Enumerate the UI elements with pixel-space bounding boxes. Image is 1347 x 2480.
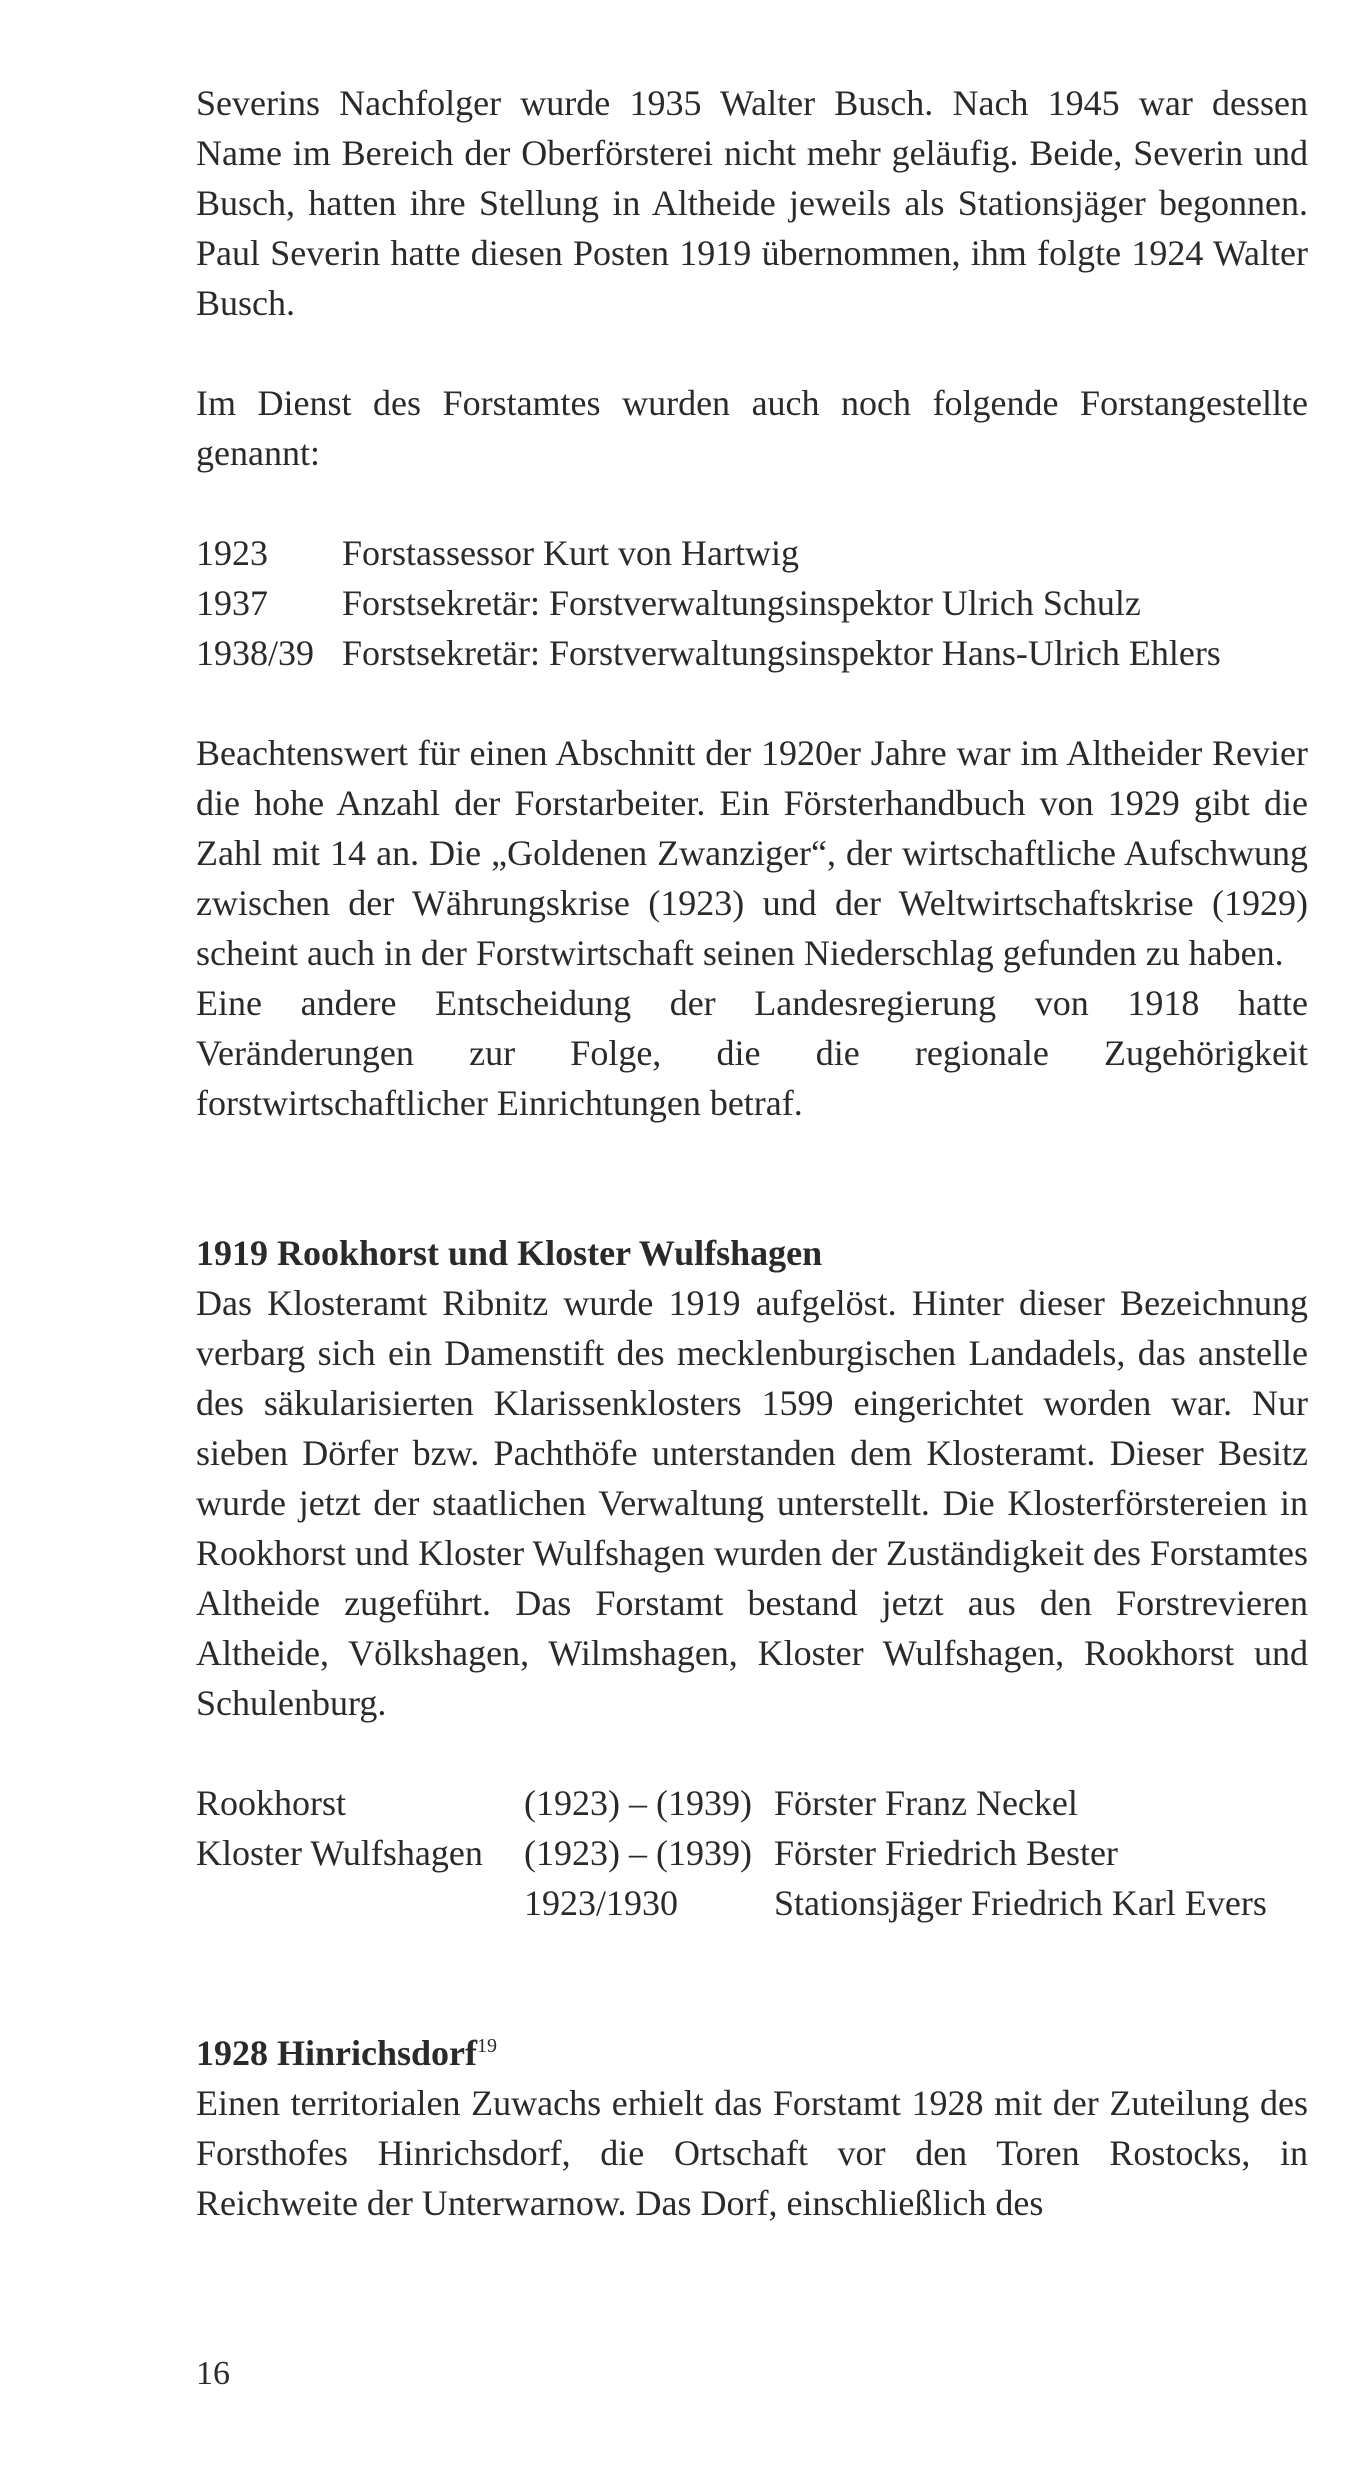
- forester-place: [196, 1878, 524, 1928]
- staff-year: 1937: [196, 583, 268, 623]
- forester-person: Stationsjäger Friedrich Karl Evers: [774, 1883, 1267, 1923]
- staff-list: [196, 528, 1308, 678]
- forester-range: (1923) – (1939): [524, 1833, 752, 1873]
- section-heading: 1919 Rookhorst und Kloster Wulfshagen: [196, 1233, 823, 1273]
- forester-person: Förster Friedrich Bester: [774, 1833, 1118, 1873]
- footnote-ref[interactable]: 19: [477, 2035, 498, 2057]
- paragraph: Beachtenswert für einen Abschnitt der 1920er Jahre war im Altheider Revier die hohe Anzahl der Forstarbeiter. Ein Försterhandbuch von 1929 gibt die Zahl mit 14 an. Die „Goldenen Zwanziger“, der wirtschaftliche Aufschwung zwischen der Währungskrise (1923) und der Weltwirtschaftskrise (1929) scheint auch in der Forstwirtschaft seinen Niederschlag gefunden zu haben.: [196, 733, 1308, 973]
- page-body: [196, 78, 1308, 2228]
- page-number: 16: [196, 2355, 230, 2392]
- paragraph: Severins Nachfolger wurde 1935 Walter Busch. Nach 1945 war dessen Name im Bereich der Oberförsterei nicht mehr geläufig. Beide, Severin und Busch, hatten ihre Stellung in Altheide jeweils als Stationsjäger begonnen. Paul Severin hatte diesen Posten 1919 übernommen, ihm folgte 1924 Walter Busch.: [196, 83, 1308, 323]
- paragraph: Eine andere Entscheidung der Landesregierung von 1918 hatte Veränderungen zur Folge, die die regionale Zugehörigkeit forstwirtschaftlicher Einrichtungen betraf.: [196, 983, 1308, 1123]
- staff-row: [196, 578, 1308, 628]
- staff-row: [196, 528, 1308, 578]
- staff-row: [196, 628, 1308, 678]
- forester-person: Förster Franz Neckel: [774, 1783, 1078, 1823]
- forester-row: [196, 1878, 1308, 1928]
- staff-year: 1938/39: [196, 633, 315, 673]
- section-heading-text: 1928 Hinrichsdorf: [196, 2033, 478, 2073]
- forester-range: (1923) – (1939): [524, 1783, 752, 1823]
- staff-role: Forstassessor Kurt von Hartwig: [342, 533, 799, 573]
- staff-year: 1923: [196, 533, 268, 573]
- paragraph: Das Klosteramt Ribnitz wurde 1919 aufgelöst. Hinter dieser Bezeichnung verbarg sich ein Damenstift des mecklenburgischen Landadels, das anstelle des säkularisierten Klarissenklosters 1599 eingerichtet worden war. Nur sieben Dörfer bzw. Pachthöfe unterstanden dem Klosteramt. Dieser Besitz wurde jetzt der staatlichen Verwaltung unterstellt. Die Klosterförstereien in Rookhorst und Kloster Wulfshagen wurden der Zuständigkeit des Forstamtes Altheide zugeführt. Das Forstamt bestand jetzt aus den Forstrevieren Altheide, Völkshagen, Wilmshagen, Kloster Wulfshagen, Rookhorst und Schulenburg.: [196, 1283, 1308, 1723]
- staff-role: Forstsekretär: Forstverwaltungsinspektor Ulrich Schulz: [342, 583, 1141, 623]
- forester-row: [196, 1828, 1308, 1878]
- forester-place: Rookhorst: [196, 1783, 347, 1823]
- forester-row: [196, 1778, 1308, 1828]
- paragraph: Im Dienst des Forstamtes wurden auch noch folgende Forstangestellte genannt:: [196, 383, 1308, 473]
- staff-role: Forstsekretär: Forstverwaltungsinspektor Hans-Ulrich Ehlers: [342, 633, 1221, 673]
- paragraph: Einen territorialen Zuwachs erhielt das Forstamt 1928 mit der Zuteilung des Forsthofes Hinrichsdorf, die Ortschaft vor den Toren Rostocks, in Reichweite der Unterwarnow. Das Dorf, einschließlich des: [196, 2083, 1308, 2223]
- forester-place: Kloster Wulfshagen: [196, 1833, 483, 1873]
- forester-range: 1923/1930: [524, 1883, 679, 1923]
- section-heading: [196, 2028, 1308, 2078]
- forester-list: [196, 1778, 1308, 1928]
